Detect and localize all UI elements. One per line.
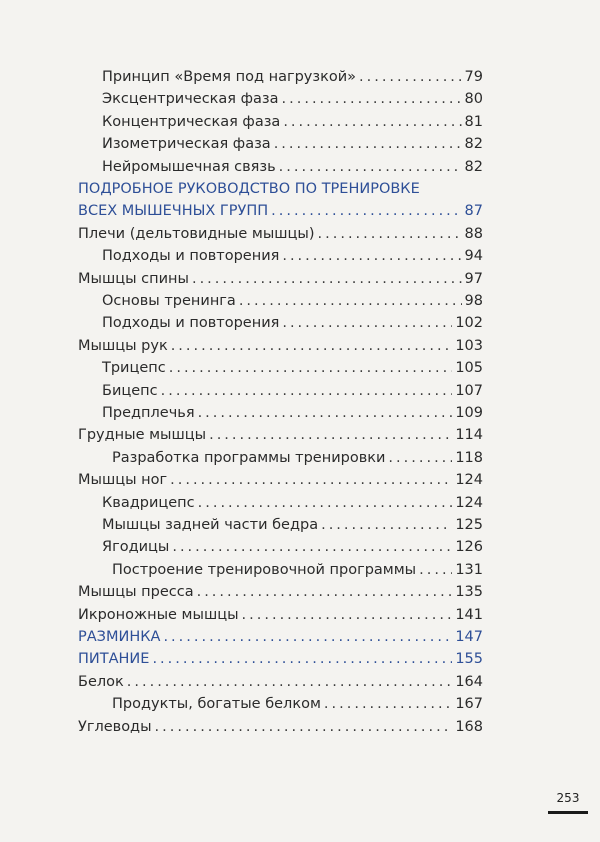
- toc-heading: [78, 627, 483, 647]
- toc-entry-title: Подходы и повторения: [102, 248, 280, 265]
- toc-entry-page: 126: [455, 539, 483, 556]
- toc-entry: [78, 672, 483, 692]
- toc-entry: [102, 515, 483, 535]
- toc-entry-page: 131: [455, 561, 483, 578]
- toc-entry-title: Разработка программы тренировки: [112, 449, 386, 466]
- dot-leader: [239, 291, 462, 311]
- toc-entry-title: Ягодицы: [102, 539, 170, 556]
- dot-leader: [198, 493, 453, 513]
- toc-entry-title: Углеводы: [78, 718, 152, 735]
- toc-entry-title: Принцип «Время под нагрузкой»: [102, 69, 356, 85]
- toc-entry-title: Нейромышечная связь: [102, 158, 276, 175]
- toc-entry-page: 109: [455, 405, 483, 421]
- toc-entry: [78, 582, 483, 602]
- toc-entry-title: Построение тренировочной программы: [112, 561, 417, 578]
- toc-entry: [102, 358, 483, 378]
- toc-entry: [78, 717, 483, 737]
- toc-heading: [78, 179, 483, 199]
- toc-entry-title: Мышцы задней части бедра: [102, 517, 319, 533]
- toc-entry-page: 168: [455, 718, 483, 735]
- dot-leader: [282, 246, 461, 266]
- toc-entry-title: Основы тренинга: [102, 293, 236, 309]
- toc-entry: [102, 291, 483, 311]
- toc-entry-page: 82: [464, 158, 483, 175]
- dot-leader: [209, 425, 452, 445]
- toc-entry-title: Плечи (дельтовидные мышцы): [78, 225, 315, 242]
- page-number: 253: [556, 791, 580, 805]
- toc-entry-page: 98: [464, 293, 483, 309]
- dot-leader: [170, 470, 452, 490]
- toc-entry-page: 94: [464, 248, 483, 265]
- dot-leader: [282, 89, 462, 109]
- toc-entry: [112, 448, 483, 468]
- toc-entry-title: Икроножные мышцы: [78, 606, 239, 623]
- toc-entry-page: 81: [464, 113, 483, 130]
- toc-entry-title: Подходы и повторения: [102, 315, 280, 332]
- dot-leader: [242, 605, 453, 625]
- dot-leader: [192, 269, 462, 289]
- toc-heading: [78, 649, 483, 669]
- toc-entry: [102, 381, 483, 401]
- toc-entry: [102, 89, 483, 109]
- toc-entry-page: 124: [455, 472, 483, 489]
- toc-entry: [78, 336, 483, 356]
- toc-entry-page: 87: [464, 203, 483, 220]
- dot-leader: [283, 112, 461, 132]
- dot-leader: [152, 649, 452, 669]
- dot-leader: [172, 537, 452, 557]
- toc-entry-page: 107: [455, 382, 483, 399]
- toc-entry-title: РАЗМИНКА: [78, 629, 161, 645]
- toc-entry-page: 135: [455, 584, 483, 601]
- toc-entry-page: 167: [455, 696, 483, 713]
- toc-entry-page: 102: [455, 315, 483, 332]
- toc-entry: [102, 67, 483, 87]
- dot-leader: [279, 157, 462, 177]
- toc-entry-title: ВСЕХ МЫШЕЧНЫХ ГРУПП: [78, 203, 269, 220]
- toc-entry: [78, 470, 483, 490]
- toc-entry: [78, 425, 483, 445]
- dot-leader: [359, 67, 462, 87]
- toc-entry-page: 141: [455, 606, 483, 623]
- toc-entry-title: Трицепс: [102, 360, 166, 377]
- dot-leader: [171, 336, 453, 356]
- toc-entry-title: ПИТАНИЕ: [78, 651, 150, 668]
- toc-entry-title: Мышцы ног: [78, 472, 168, 489]
- toc-entry: [102, 157, 483, 177]
- dot-leader: [274, 134, 462, 154]
- toc-entry-title: Предплечья: [102, 405, 195, 421]
- dot-leader: [127, 672, 453, 692]
- toc-entry: [102, 112, 483, 132]
- toc-entry: [102, 313, 483, 333]
- toc-entry-title: Концентрическая фаза: [102, 113, 281, 130]
- dot-leader: [163, 627, 452, 647]
- toc-entry-page: 155: [455, 651, 483, 668]
- toc-entry: [102, 134, 483, 154]
- dot-leader: [388, 448, 452, 468]
- toc-entry: [102, 403, 483, 423]
- toc-entry-title: Мышцы пресса: [78, 584, 194, 601]
- toc-entry-title: Эксцентрическая фаза: [102, 91, 279, 108]
- toc-entry: [78, 605, 483, 625]
- toc-entry-title: Белок: [78, 673, 124, 690]
- dot-leader: [271, 201, 461, 221]
- dot-leader: [169, 358, 453, 378]
- toc-entry-title: Мышцы спины: [78, 270, 189, 287]
- dot-leader: [161, 381, 453, 401]
- toc-entry-title: Изометрическая фаза: [102, 136, 271, 153]
- dot-leader: [198, 403, 453, 423]
- dot-leader: [197, 582, 453, 602]
- toc-entry: [102, 246, 483, 266]
- toc-entry-page: 103: [455, 337, 483, 354]
- toc-entry-title: Мышцы рук: [78, 337, 168, 354]
- toc-entry-title: Грудные мышцы: [78, 427, 207, 444]
- toc-entry-title: Бицепс: [102, 382, 158, 399]
- dot-leader: [321, 515, 452, 535]
- toc-entry: [78, 224, 483, 244]
- toc-entry: [112, 694, 483, 714]
- toc-entry-page: 88: [464, 225, 483, 242]
- toc-entry-title: Продукты, богатые белком: [112, 696, 321, 713]
- dot-leader: [324, 694, 452, 714]
- toc-entry-page: 147: [455, 629, 483, 645]
- toc-entry-page: 105: [455, 360, 483, 377]
- page-number-rule: [548, 811, 588, 814]
- toc-entry-page: 82: [464, 136, 483, 153]
- toc-entry-page: 164: [455, 673, 483, 690]
- toc-entry-page: 97: [464, 270, 483, 287]
- toc-entry: [78, 269, 483, 289]
- dot-leader: [419, 560, 452, 580]
- toc-entry-page: 125: [455, 517, 483, 533]
- dot-leader: [318, 224, 462, 244]
- toc-heading: [78, 201, 483, 221]
- dot-leader: [282, 313, 452, 333]
- toc-entry-page: 80: [464, 91, 483, 108]
- toc-entry-page: 79: [464, 69, 483, 85]
- toc-entry-page: 118: [455, 449, 483, 466]
- toc-entry: [102, 537, 483, 557]
- toc-entry-title: ПОДРОБНОЕ РУКОВОДСТВО ПО ТРЕНИРОВКЕ: [78, 181, 420, 197]
- toc-entry-page: 124: [455, 494, 483, 511]
- toc-entry-title: Квадрицепс: [102, 494, 195, 511]
- dot-leader: [155, 717, 453, 737]
- toc-entry-page: 114: [455, 427, 483, 444]
- toc-entry: [102, 493, 483, 513]
- toc-entry: [112, 560, 483, 580]
